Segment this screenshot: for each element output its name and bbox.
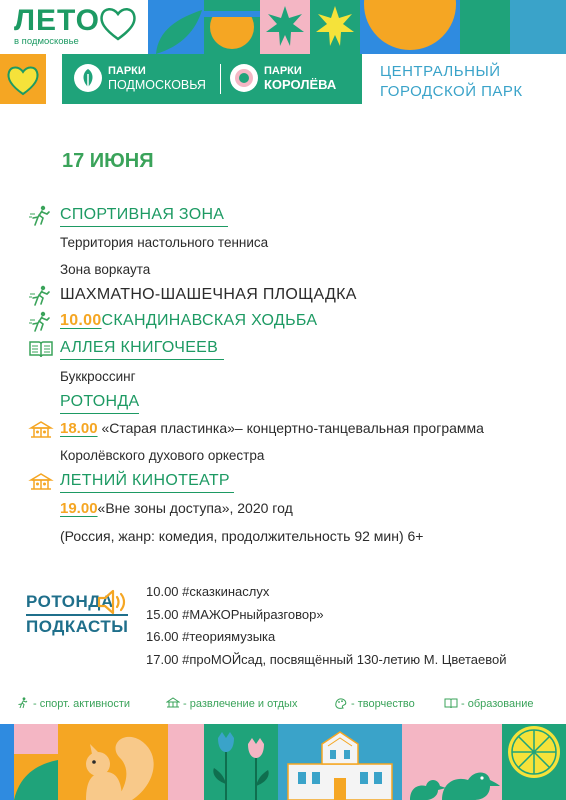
decor-tile bbox=[310, 0, 360, 54]
legend-label: - творчество bbox=[351, 698, 415, 710]
page-title: 17 ИЮНЯ bbox=[62, 150, 154, 172]
event-text bbox=[60, 420, 484, 437]
list-item: Зона воркаута bbox=[60, 262, 151, 277]
parks-korolev-label: КОРОЛЁВА bbox=[264, 77, 337, 92]
decor-tile bbox=[204, 0, 260, 54]
event-text bbox=[60, 500, 293, 517]
divider bbox=[220, 64, 221, 94]
park-name-line: ГОРОДСКОЙ ПАРК bbox=[380, 83, 523, 100]
decor-tile bbox=[360, 0, 566, 54]
podcasts-title: РОТОНДА bbox=[26, 592, 114, 611]
schedule-section-books bbox=[28, 338, 288, 360]
carousel-icon bbox=[28, 471, 54, 493]
schedule-section-sport bbox=[28, 205, 328, 227]
event-time: 18.00 bbox=[60, 420, 98, 437]
legend-item bbox=[444, 697, 533, 710]
list-item: 16.00 #теориямузыка bbox=[146, 629, 276, 644]
section-title: РОТОНДА bbox=[60, 393, 139, 414]
legend-label: - образование bbox=[461, 698, 534, 710]
decor-tile bbox=[260, 0, 310, 54]
section-title: СПОРТИВНАЯ ЗОНА bbox=[60, 206, 228, 227]
park-name bbox=[380, 62, 523, 102]
duck-icon bbox=[402, 724, 502, 800]
decor-tile bbox=[402, 724, 502, 800]
event-time: 10.00 bbox=[60, 312, 102, 329]
carousel-icon bbox=[166, 697, 180, 709]
sun-icon bbox=[204, 0, 260, 54]
star-icon bbox=[260, 0, 310, 54]
park-emblem-icon bbox=[230, 64, 258, 92]
list-item: Территория настольного тенниса bbox=[60, 235, 269, 250]
schedule-section-rotunda bbox=[28, 392, 228, 414]
runner-icon bbox=[28, 205, 54, 227]
book-icon bbox=[28, 338, 54, 360]
section-title: ШАХМАТНО-ШАШЕЧНАЯ ПЛОЩАДКА bbox=[60, 286, 357, 303]
decor-tile bbox=[58, 724, 168, 800]
decor-tile bbox=[14, 724, 58, 800]
decor-tile bbox=[0, 724, 14, 800]
schedule-section-walking bbox=[28, 311, 348, 333]
decor-tile bbox=[148, 0, 204, 54]
citrus-icon bbox=[502, 724, 566, 800]
sun-icon bbox=[360, 0, 566, 54]
legend bbox=[16, 697, 556, 715]
section-title: АЛЛЕЯ КНИГОЧЕЕВ bbox=[60, 339, 224, 360]
decor-tile bbox=[278, 724, 402, 800]
squirrel-icon bbox=[58, 724, 168, 800]
runner-icon bbox=[16, 697, 30, 709]
list-item: 15.00 #МАЖОРныйразговор» bbox=[146, 606, 324, 622]
event-title: «Старая пластинка»– концертно-танцевальная программа bbox=[101, 420, 484, 436]
heart-icon bbox=[0, 54, 46, 104]
parks-moscow-label: ПАРКИ bbox=[108, 65, 146, 77]
logo-subtext: в подмосковье bbox=[14, 36, 79, 47]
legend-item bbox=[16, 697, 130, 710]
decor-tile bbox=[502, 724, 566, 800]
section-title: ЛЕТНИЙ КИНОТЕАТР bbox=[60, 472, 234, 493]
list-item: 17.00 #проМОЙсад, посвящённый 130-летию М. Цветаевой bbox=[146, 651, 507, 667]
legend-label: - развлечение и отдых bbox=[183, 698, 298, 710]
tree-icon bbox=[74, 64, 102, 92]
decor-tile bbox=[204, 724, 278, 800]
list-item: Буккроссинг bbox=[60, 369, 136, 384]
event-row bbox=[28, 419, 548, 441]
podcast-list bbox=[146, 581, 507, 671]
event-time: 19.00 bbox=[60, 500, 98, 517]
header-banner bbox=[0, 0, 566, 104]
tulip-icon bbox=[204, 724, 278, 800]
leto-logo bbox=[0, 0, 148, 54]
event-row bbox=[28, 499, 548, 521]
legend-item bbox=[166, 697, 297, 710]
palace-icon bbox=[278, 724, 402, 800]
speaker-icon bbox=[96, 588, 128, 616]
runner-icon bbox=[28, 285, 54, 307]
runner-icon bbox=[28, 311, 54, 333]
star-icon bbox=[310, 0, 360, 54]
footer-banner bbox=[0, 724, 566, 800]
parks-korolev-label: ПАРКИ bbox=[264, 65, 302, 77]
heart-icon bbox=[98, 4, 138, 44]
event-text-continuation: (Россия, жанр: комедия, продолжительность 92 мин) 6+ bbox=[60, 528, 424, 544]
legend-item bbox=[334, 697, 415, 710]
list-item: 10.00 #сказкинаслух bbox=[146, 584, 270, 599]
decor-tile bbox=[0, 54, 46, 104]
event-text-continuation: Королёвского духового оркестра bbox=[60, 448, 265, 463]
decor-tile bbox=[168, 724, 204, 800]
parks-logos bbox=[62, 54, 362, 104]
leaf-icon bbox=[14, 724, 58, 800]
schedule-section-chess bbox=[28, 285, 388, 307]
legend-label: - спорт. активности bbox=[33, 698, 131, 710]
carousel-icon bbox=[28, 419, 54, 441]
leaf-icon bbox=[148, 0, 204, 54]
book-icon bbox=[444, 697, 458, 709]
park-name-line: ЦЕНТРАЛЬНЫЙ bbox=[380, 63, 501, 80]
event-title: «Вне зоны доступа», 2020 год bbox=[97, 500, 293, 516]
logo-text: ЛЕТО bbox=[14, 4, 100, 37]
section-title bbox=[60, 312, 317, 332]
palette-icon bbox=[334, 697, 348, 709]
section-title-text: СКАНДИНАВСКАЯ ХОДЬБА bbox=[101, 312, 318, 329]
parks-moscow-label: ПОДМОСКОВЬЯ bbox=[108, 78, 206, 92]
podcasts-title: ПОДКАСТЫ bbox=[26, 614, 128, 637]
schedule-section-cinema bbox=[28, 471, 288, 493]
